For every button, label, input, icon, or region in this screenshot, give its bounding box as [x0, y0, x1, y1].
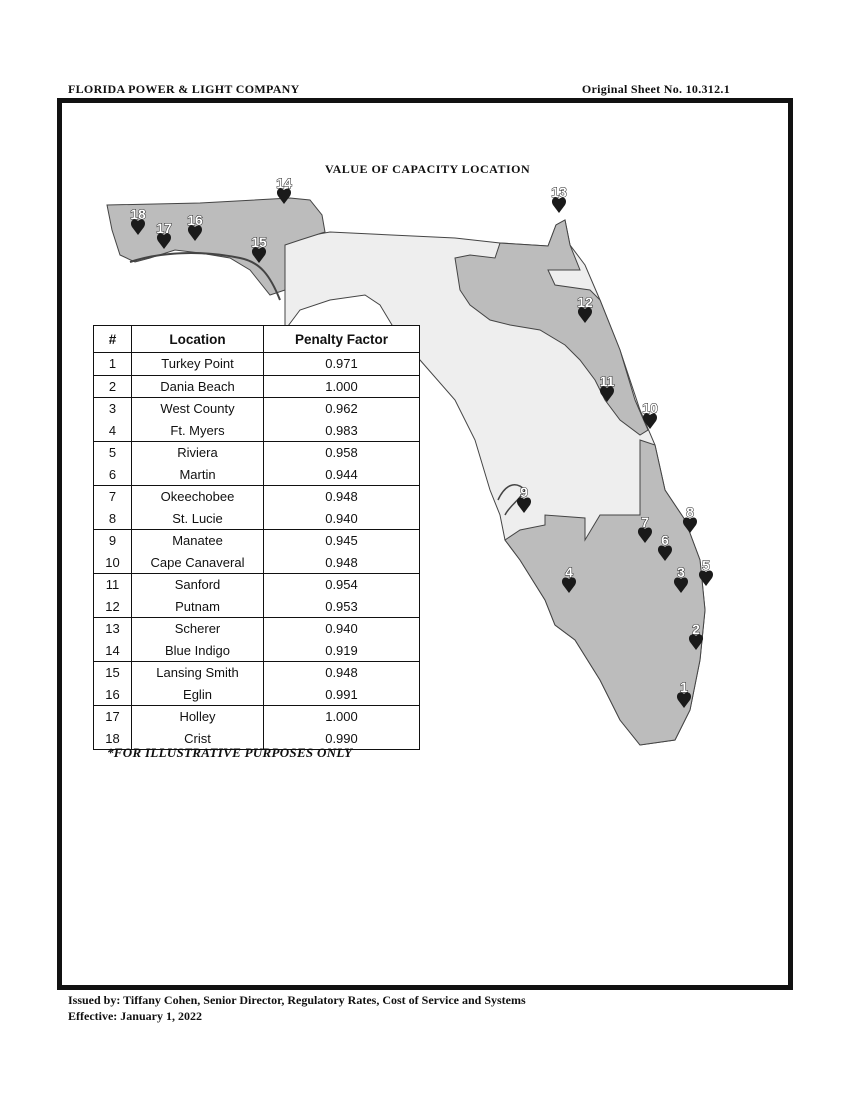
- cell-penalty-factor: 0.983: [264, 420, 420, 442]
- cell-location: Crist: [132, 728, 264, 750]
- marker-label: 13: [551, 184, 567, 200]
- cell-number: 18: [94, 728, 132, 750]
- cell-location: Okeechobee: [132, 486, 264, 508]
- cell-number: 15: [94, 662, 132, 684]
- table-row: [94, 375, 420, 398]
- cell-number: 14: [94, 640, 132, 662]
- cell-location: St. Lucie: [132, 508, 264, 530]
- cell-penalty-factor: 0.991: [264, 684, 420, 706]
- issued-by: Issued by: Tiffany Cohen, Senior Director, Regulatory Rates, Cost of Service and Systems: [68, 993, 526, 1007]
- cell-number: 7: [94, 486, 132, 508]
- cell-location: Eglin: [132, 684, 264, 706]
- marker-label: 4: [565, 564, 573, 580]
- column-header-penalty-factor: Penalty Factor: [264, 326, 420, 353]
- cell-number: 6: [94, 464, 132, 486]
- cell-number: 17: [94, 706, 132, 728]
- cell-location: Lansing Smith: [132, 662, 264, 684]
- marker-label: 5: [702, 557, 710, 573]
- cell-penalty-factor: 0.940: [325, 621, 358, 637]
- cell-penalty-factor: 0.945: [325, 533, 358, 549]
- marker-label: 18: [130, 206, 146, 222]
- cell-location: West County: [132, 398, 264, 420]
- marker-label: 7: [641, 514, 649, 530]
- cell-penalty-factor: 0.944: [264, 464, 420, 486]
- cell-location: Cape Canaveral: [132, 552, 264, 574]
- marker-label: 15: [251, 234, 267, 250]
- cell-location: Holley: [132, 706, 264, 728]
- table-row: [94, 486, 420, 508]
- table-header-row: [94, 326, 420, 353]
- cell-penalty-factor: 0.953: [264, 596, 420, 618]
- cell-penalty-factor: 0.948: [325, 665, 358, 681]
- cell-penalty-factor: 0.919: [264, 640, 420, 662]
- cell-location: Sanford: [132, 574, 264, 596]
- cell-number: 1: [94, 353, 132, 376]
- marker-label: 12: [577, 294, 593, 310]
- cell-number: 16: [94, 684, 132, 706]
- sheet-number: Original Sheet No. 10.312.1: [581, 82, 730, 96]
- column-header-location: Location: [132, 326, 264, 353]
- cell-location: Riviera: [132, 442, 264, 464]
- cell-penalty-factor: 0.940: [264, 508, 420, 530]
- table-row: [94, 442, 420, 464]
- cell-location: Martin: [132, 464, 264, 486]
- table-row: [94, 398, 420, 420]
- marker-label: 3: [677, 564, 685, 580]
- table-row: [94, 530, 420, 552]
- cell-number: 4: [94, 420, 132, 442]
- table-row: [94, 596, 420, 618]
- marker-label: 8: [686, 504, 694, 520]
- table-row: [94, 706, 420, 728]
- cell-number: 8: [94, 508, 132, 530]
- column-header-number: #: [94, 326, 132, 353]
- table-row: [94, 508, 420, 530]
- marker-label: 17: [156, 220, 172, 236]
- cell-penalty-factor: 0.948: [325, 489, 358, 505]
- cell-penalty-factor: 1.000: [325, 709, 358, 725]
- table-row: [94, 464, 420, 486]
- map-title: VALUE OF CAPACITY LOCATION: [325, 162, 531, 176]
- marker-label: 9: [520, 484, 528, 500]
- cell-penalty-factor: 0.990: [264, 728, 420, 750]
- cell-number: 10: [94, 552, 132, 574]
- cell-location: Ft. Myers: [132, 420, 264, 442]
- cell-penalty-factor: 0.958: [325, 445, 358, 461]
- cell-number: 5: [94, 442, 132, 464]
- table-row: [94, 574, 420, 596]
- cell-number: 11: [94, 574, 132, 596]
- table-row: [94, 618, 420, 640]
- company-name: FLORIDA POWER & LIGHT COMPANY: [68, 82, 300, 96]
- penalty-factor-table: [93, 325, 420, 750]
- cell-location: Blue Indigo: [132, 640, 264, 662]
- marker-label: 10: [642, 400, 658, 416]
- cell-number: 2: [94, 375, 132, 398]
- table-row: [94, 662, 420, 684]
- cell-location: Putnam: [132, 596, 264, 618]
- cell-location: Turkey Point: [132, 353, 264, 376]
- illustrative-note: *FOR ILLUSTRATIVE PURPOSES ONLY: [107, 745, 353, 760]
- marker-label: 6: [661, 532, 669, 548]
- cell-number: 13: [94, 618, 132, 640]
- cell-location: Scherer: [132, 618, 264, 640]
- cell-penalty-factor: 0.971: [264, 353, 420, 376]
- effective-date: Effective: January 1, 2022: [68, 1009, 202, 1023]
- cell-number: 9: [94, 530, 132, 552]
- table-body: [94, 353, 420, 750]
- cell-penalty-factor: 0.962: [325, 401, 358, 417]
- cell-penalty-factor: 0.954: [325, 577, 358, 593]
- table-row: [94, 353, 420, 376]
- cell-penalty-factor: 1.000: [264, 375, 420, 398]
- cell-number: 3: [94, 398, 132, 420]
- table-row: [94, 684, 420, 706]
- table-row: [94, 420, 420, 442]
- cell-penalty-factor: 0.948: [264, 552, 420, 574]
- cell-location: Dania Beach: [132, 375, 264, 398]
- marker-label: 14: [276, 175, 292, 191]
- cell-location: Manatee: [132, 530, 264, 552]
- marker-label: 11: [599, 373, 615, 389]
- table-row: [94, 552, 420, 574]
- marker-label: 2: [692, 621, 700, 637]
- table-row: [94, 640, 420, 662]
- marker-label: 16: [187, 212, 203, 228]
- cell-number: 12: [94, 596, 132, 618]
- marker-label: 1: [680, 679, 688, 695]
